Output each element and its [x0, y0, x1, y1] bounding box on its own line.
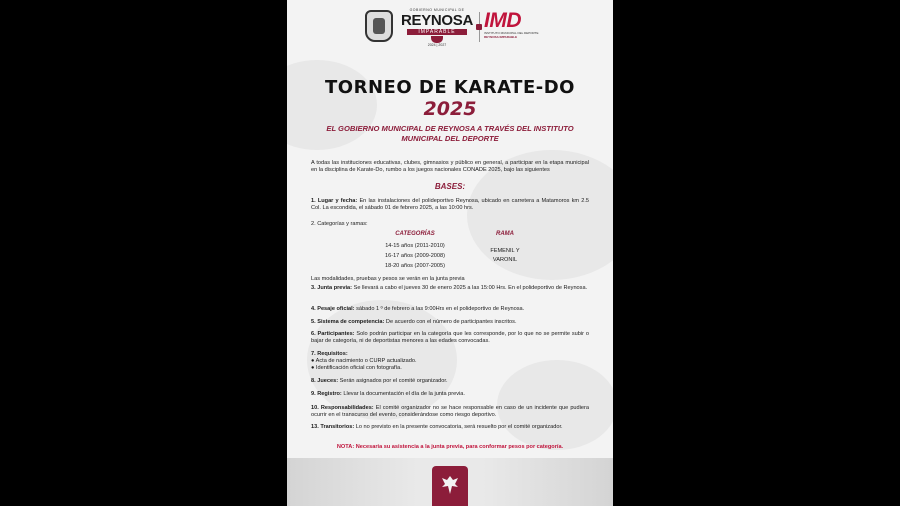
- item-responsabilidades-label: 10. Responsabilidades:: [311, 405, 374, 411]
- item-participantes: [311, 331, 589, 345]
- rama-header: RAMA: [496, 231, 514, 237]
- item-jueces: [311, 378, 589, 385]
- item-pesaje: [311, 306, 589, 313]
- categorias-header: CATEGORÍAS: [395, 231, 435, 237]
- item-requisitos: [311, 351, 589, 371]
- requisito-item: ● Identificación oficial con fotografía.: [311, 364, 402, 371]
- item-transitorios-text: Lo no previsto en la presente convocatoria, será resuelto por el comité organizador.: [354, 424, 563, 430]
- item-pesaje-text: sábado 1 º de febrero a las 9:00Hrs en el polideportivo de Reynosa.: [354, 306, 525, 312]
- intro-paragraph: [311, 160, 589, 174]
- item-sistema-text: De acuerdo con el número de participantes inscritos.: [384, 319, 517, 325]
- reynosa-logo-word: REYNOSA: [400, 12, 474, 29]
- item-registro-text: Llevar la documentación el día de la junta previa.: [341, 391, 465, 397]
- item-jueces-text: Serán asignados por el comité organizador.: [338, 378, 448, 384]
- poster-title: TORNEO DE KARATE-DO: [325, 77, 575, 98]
- rama-value: VARONIL: [492, 257, 518, 263]
- item-transitorios-label: 13. Transitorios:: [311, 424, 355, 430]
- poster-subtitle: EL GOBIERNO MUNICIPAL DE REYNOSA A TRAVÉS DEL INSTITUTO MUNICIPAL DEL DEPORTE: [326, 124, 574, 143]
- item-lugar-text: En las instalaciones del polideportivo Reynosa, ubicado en carretera a Matamoros km 2.5 Col. La escondida, el sábado 01 de febrero 2025, a las 10:00 hrs.: [311, 198, 590, 211]
- item-requisitos-label: 7. Requisitos:: [311, 351, 348, 357]
- item-lugar: [311, 198, 589, 212]
- intro-text: A todas las instituciones educativas, clubes, gimnasios y público en general, a participar en la etapa municipal en la disciplina de Karate-Do, rumbo a los juegos nacionales CONADE 2025, bajo las siguientes: [311, 160, 589, 173]
- imd-logo: [484, 10, 544, 44]
- crest-mini-icon: [476, 24, 482, 30]
- item-transitorios: [311, 424, 589, 431]
- item-jueces-label: 8. Jueces:: [311, 378, 339, 384]
- rama-value: FEMENIL Y: [490, 248, 520, 254]
- item-lugar-label: 1. Lugar y fecha:: [311, 198, 358, 204]
- item-junta-text: Se llevará a cabo el jueves 30 de enero 2025 a las 15:00 Hrs. En el polideportivo de Reynosa.: [352, 285, 588, 291]
- reynosa-logo: [397, 8, 477, 46]
- item-responsabilidades-text: El comité organizador no se hace responsable en caso de un incidente que pudiera ocurrir en el transcurso del evento, considerándose como riesgo deportivo.: [311, 405, 589, 418]
- categoria-row: 16-17 años (2009-2008): [384, 253, 446, 259]
- bases-heading: BASES:: [434, 182, 466, 191]
- item-sistema: [311, 319, 589, 326]
- crest-icon: [431, 36, 443, 43]
- item-junta-label: 3. Junta previa:: [311, 285, 353, 291]
- item-registro: [311, 391, 589, 398]
- item-pesaje-label: 4. Pesaje oficial:: [311, 306, 355, 312]
- reynosa-logo-tagline: IMPARABLE: [407, 29, 467, 35]
- modalidades-text: Las modalidades, pruebas y pesos se verán en la junta previa: [311, 276, 465, 282]
- imd-logo-line2: REYNOSA IMPARABLE: [484, 35, 518, 39]
- item-responsabilidades: [311, 405, 589, 419]
- categoria-row: 18-20 años (2007-2005): [384, 263, 446, 269]
- requisito-item: ● Acta de nacimiento o CURP actualizado.: [311, 357, 417, 364]
- item-participantes-text: Solo podrán participar en la categoría que les corresponde, por lo que no se permite subir o bajar de categoría, ni de deportistas menores a las edades convocadas.: [311, 331, 589, 344]
- imd-logo-word: IMD: [484, 9, 521, 32]
- item-categorias-intro: 2. Categorías y ramas:: [311, 221, 368, 227]
- municipal-seal-icon: [365, 10, 393, 42]
- poster-footer: [287, 458, 613, 506]
- item-sistema-label: 5. Sistema de competencia:: [311, 319, 385, 325]
- poster: [287, 0, 613, 506]
- item-registro-label: 9. Registro:: [311, 391, 342, 397]
- poster-year: 2025: [423, 98, 477, 120]
- item-participantes-label: 6. Participantes:: [311, 331, 355, 337]
- eagle-emblem-icon: [432, 466, 468, 506]
- reynosa-logo-caption: GOBIERNO MUNICIPAL DE: [409, 8, 465, 12]
- imd-logo-line1: INSTITUTO MUNICIPAL DEL DEPORTE: [484, 31, 539, 35]
- item-junta: [311, 285, 589, 292]
- poster-header: [287, 0, 613, 52]
- categoria-row: 14-15 años (2011-2010): [385, 243, 445, 249]
- nota-text: NOTA: Necesaria su asistencia a la junta previa, para conformar pesos por categoría.: [336, 444, 564, 450]
- reynosa-logo-years: 2024 | 2027: [427, 43, 447, 47]
